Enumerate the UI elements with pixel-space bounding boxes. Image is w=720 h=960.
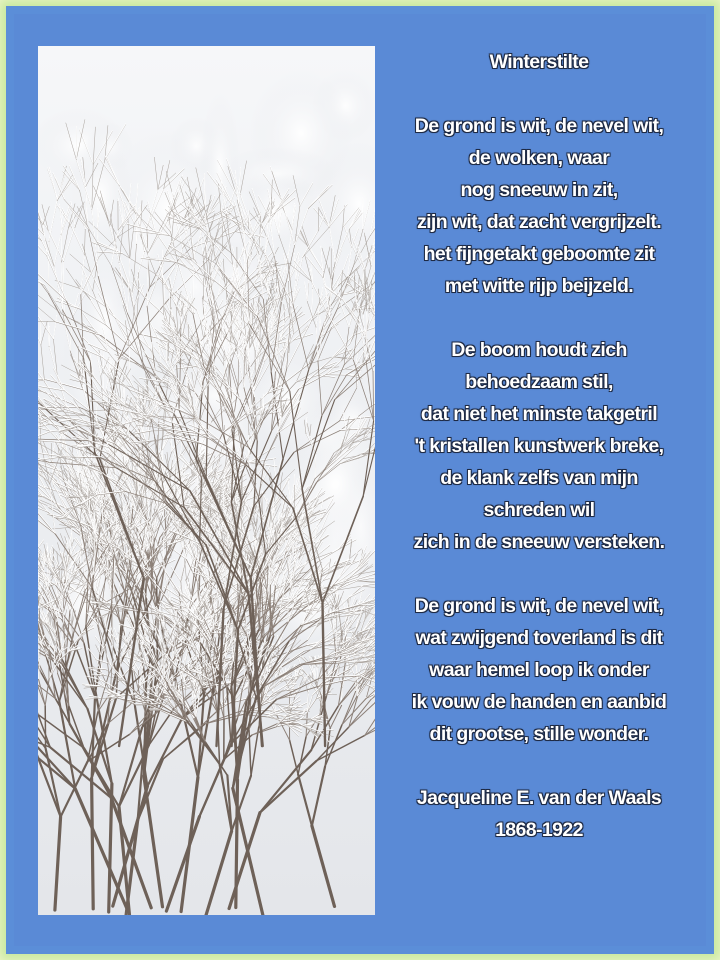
poem-line: zich in de sneeuw versteken. (413, 531, 665, 553)
poem-line: dit grootse, stille wonder. (429, 723, 649, 745)
poem-years: 1868-1922 (495, 819, 583, 841)
poem-line: met witte rijp beijzeld. (444, 275, 634, 297)
poem-line: schreden wil (483, 499, 595, 521)
poem-author: Jacqueline E. van der Waals (416, 787, 662, 809)
poem-line: wat zwijgend toverland is dit (415, 627, 663, 649)
poem-title: Winterstilte (489, 51, 589, 73)
winter-trees-photo (38, 46, 375, 915)
poem-line: De grond is wit, de nevel wit, (414, 595, 664, 617)
poem-line: de wolken, waar (468, 147, 610, 169)
poem-line: dat niet het minste takgetril (420, 403, 658, 425)
poem-line: behoedzaam stil, (465, 371, 613, 393)
poem-line: zijn wit, dat zacht vergrijzelt. (416, 211, 662, 233)
poem-line: het fijngetakt geboomte zit (423, 243, 655, 265)
poem-line: de klank zelfs van mijn (440, 467, 638, 489)
poem-line: waar hemel loop ik onder (429, 659, 649, 681)
poem-block (384, 46, 694, 846)
poem-line: De boom houdt zich (451, 339, 627, 361)
poem-line: De grond is wit, de nevel wit, (414, 115, 664, 137)
poem-line: ik vouw de handen en aanbid (411, 691, 667, 713)
poem-line: nog sneeuw in zit, (460, 179, 618, 201)
poem-line: 't kristallen kunstwerk breke, (414, 435, 664, 457)
